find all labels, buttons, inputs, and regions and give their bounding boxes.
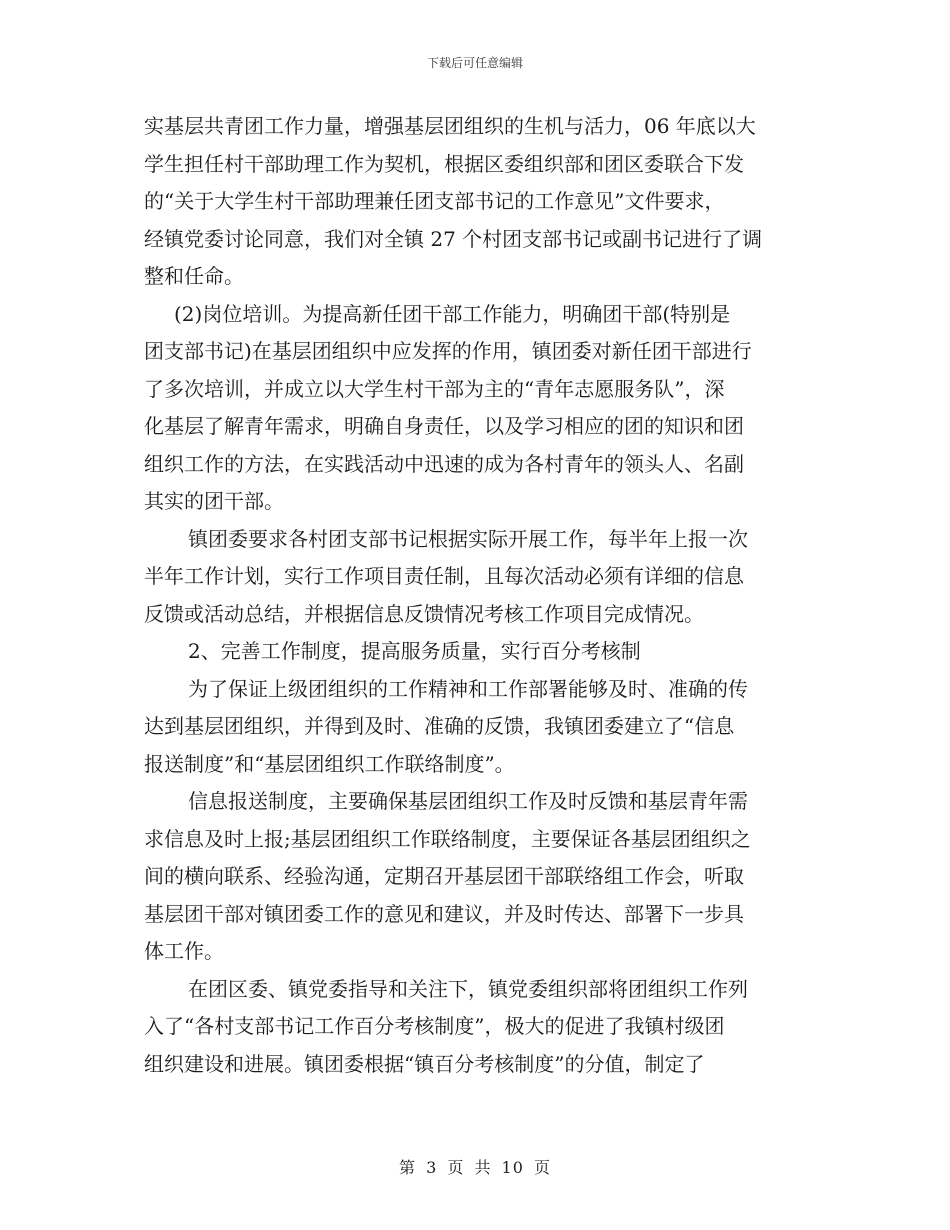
text-line: 基层团干部对镇团委工作的意见和建议，并及时传达、部署下一步具 bbox=[144, 901, 744, 926]
text-line: 化基层了解青年需求，明确自身责任，以及学习相应的团的知识和团 bbox=[144, 414, 744, 438]
body-text bbox=[144, 108, 804, 1083]
text-line: 了多次培训，并成立以大学生村干部为主的“青年志愿服务队”，深 bbox=[144, 376, 725, 401]
text-line: 组织建设和进展。镇团委根据“镇百分考核制度”的分值，制定了 bbox=[144, 1051, 705, 1076]
text-line: 入了“各村支部书记工作百分考核制度”，极大的促进了我镇村级团 bbox=[144, 1014, 725, 1038]
text-line: 其实的团干部。 bbox=[144, 489, 284, 513]
page-number: 第 3 页 共 10 页 bbox=[399, 1158, 551, 1177]
text-line: 团支部书记)在基层团组织中应发挥的作用，镇团委对新任团干部进行 bbox=[144, 339, 752, 363]
text-line: 经镇党委讨论同意，我们对全镇 27 个村团支部书记或副书记进行了调 bbox=[144, 226, 763, 251]
text-line: 求信息及时上报;基层团组织工作联络制度，主要保证各基层团组织之 bbox=[144, 826, 751, 851]
text-line: 报送制度”和“基层团组织工作联络制度”。 bbox=[144, 751, 515, 776]
text-line: 达到基层团组织，并得到及时、准确的反馈，我镇团委建立了“信息 bbox=[144, 714, 735, 738]
text-line: 反馈或活动总结，并根据信息反馈情况考核工作项目完成情况。 bbox=[144, 601, 704, 626]
text-line: 体工作。 bbox=[144, 939, 224, 963]
text-line: 整和任命。 bbox=[144, 264, 244, 288]
text-line: 2、完善工作制度，提高服务质量，实行百分考核制 bbox=[188, 639, 641, 663]
text-line: (2)岗位培训。为提高新任团干部工作能力，明确团干部(特别是 bbox=[174, 301, 731, 326]
text-line: 的“关于大学生村干部助理兼任团支部书记的工作意见”文件要求， bbox=[144, 189, 725, 213]
text-line: 镇团委要求各村团支部书记根据实际开展工作，每半年上报一次 bbox=[188, 526, 748, 551]
text-line: 信息报送制度，主要确保基层团组织工作及时反馈和基层青年需 bbox=[188, 789, 748, 813]
text-line: 为了保证上级团组织的工作精神和工作部署能够及时、准确的传 bbox=[188, 676, 748, 701]
text-line: 学生担任村干部助理工作为契机，根据区委组织部和团区委联合下发 bbox=[144, 151, 744, 176]
text-line: 间的横向联系、经验沟通，定期召开基层团干部联络组工作会，听取 bbox=[144, 864, 744, 888]
text-line: 组织工作的方法，在实践活动中迅速的成为各村青年的领头人、名副 bbox=[144, 451, 744, 476]
page-header: 下载后可任意编辑 bbox=[426, 56, 523, 70]
text-line: 半年工作计划，实行工作项目责任制，且每次活动必须有详细的信息 bbox=[144, 564, 744, 588]
text-line: 实基层共青团工作力量，增强基层团组织的生机与活力，06 年底以大 bbox=[144, 114, 756, 138]
text-line: 在团区委、镇党委指导和关注下，镇党委组织部将团组织工作列 bbox=[188, 976, 748, 1001]
